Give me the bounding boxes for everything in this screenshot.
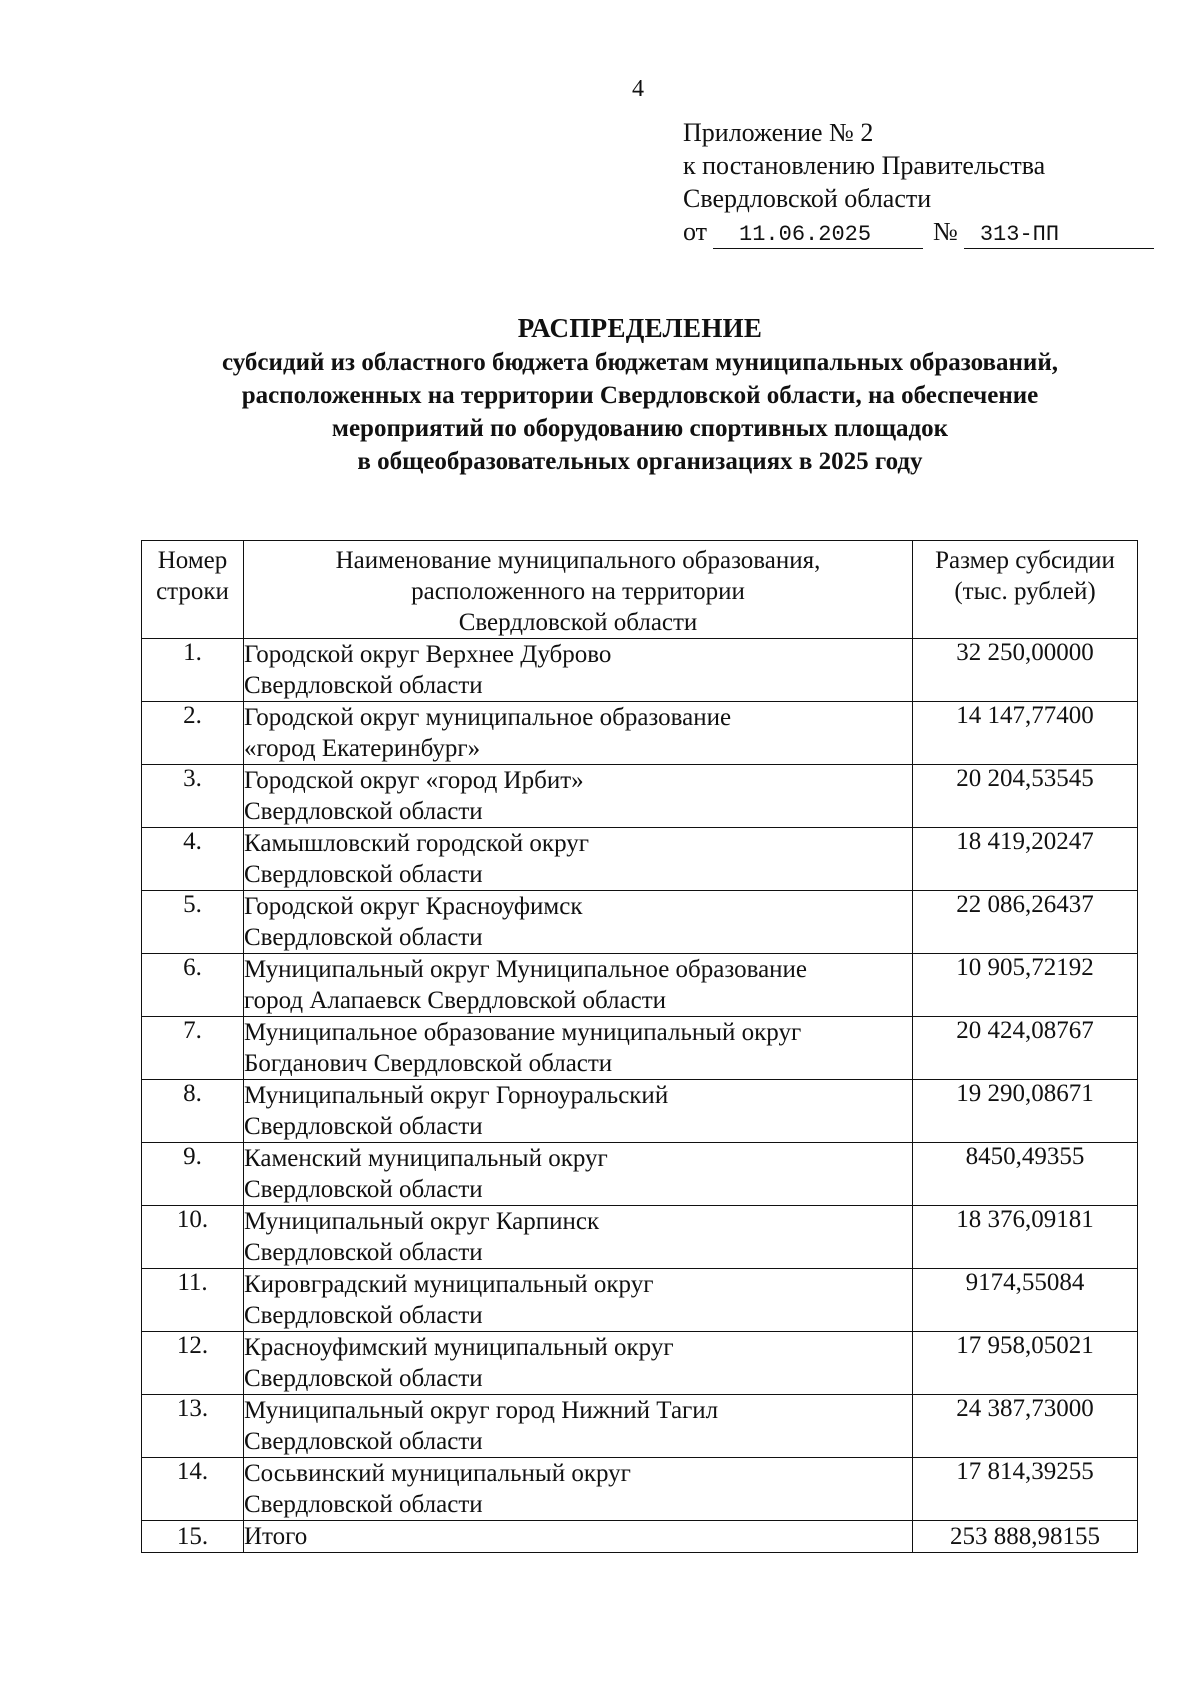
row-number: 3. xyxy=(142,765,244,828)
name-line: Красноуфимский муниципальный округ xyxy=(244,1334,674,1361)
municipality-name xyxy=(244,891,913,954)
header-subsidy-amount xyxy=(913,541,1138,639)
table-row xyxy=(142,765,1138,828)
subsidy-amount: 17 814,39255 xyxy=(913,1458,1138,1521)
name-line: Городской округ муниципальное образование xyxy=(244,704,732,731)
row-number: 6. xyxy=(142,954,244,1017)
number-prefix: № xyxy=(933,217,958,246)
page-number: 4 xyxy=(632,76,644,102)
name-line: Свердловской области xyxy=(244,1176,483,1203)
subsidy-amount: 8450,49355 xyxy=(913,1143,1138,1206)
name-line: Свердловской области xyxy=(244,1239,483,1266)
table-row xyxy=(142,702,1138,765)
name-line: Муниципальный округ Карпинск xyxy=(244,1208,600,1235)
name-line: Сосьвинский муниципальный округ xyxy=(244,1460,631,1487)
table-row xyxy=(142,828,1138,891)
table-row xyxy=(142,1269,1138,1332)
table-row xyxy=(142,1395,1138,1458)
title-line-2: расположенных на территории Свердловской области, на обеспечение xyxy=(241,382,1039,409)
subsidy-amount: 32 250,00000 xyxy=(913,639,1138,702)
table-row xyxy=(142,1458,1138,1521)
table-row xyxy=(142,891,1138,954)
table-row xyxy=(142,1143,1138,1206)
name-line: Камышловский городской округ xyxy=(244,830,589,857)
table-row xyxy=(142,1080,1138,1143)
appendix-line-2: к постановлению Правительства xyxy=(683,151,1046,180)
name-line: Кировградский муниципальный округ xyxy=(244,1271,654,1298)
subsidy-amount: 18 376,09181 xyxy=(913,1206,1138,1269)
row-number: 5. xyxy=(142,891,244,954)
header-name-line-2: расположенного на территории xyxy=(411,578,745,605)
row-number: 10. xyxy=(142,1206,244,1269)
municipality-name xyxy=(244,702,913,765)
appendix-line-3: Свердловской области xyxy=(683,184,932,213)
title-line-1: субсидий из областного бюджета бюджетам муниципальных образований, xyxy=(222,349,1058,376)
distribution-table xyxy=(141,540,1138,1553)
name-line: Каменский муниципальный округ xyxy=(244,1145,608,1172)
title-main: РАСПРЕДЕЛЕНИЕ xyxy=(517,313,763,343)
name-line: Городской округ Красноуфимск xyxy=(244,893,583,920)
municipality-name xyxy=(244,1269,913,1332)
name-line: Свердловской области xyxy=(244,1491,483,1518)
date-prefix: от xyxy=(683,217,708,246)
document-title xyxy=(0,310,1200,478)
subsidy-amount: 9174,55084 xyxy=(913,1269,1138,1332)
appendix-line-1: Приложение № 2 xyxy=(683,118,874,147)
row-number: 14. xyxy=(142,1458,244,1521)
name-line: Муниципальный округ Горноуральский xyxy=(244,1082,669,1109)
row-number: 4. xyxy=(142,828,244,891)
municipality-name xyxy=(244,954,913,1017)
municipality-name xyxy=(244,1458,913,1521)
header-municipality-name xyxy=(244,541,913,639)
municipality-name xyxy=(244,1332,913,1395)
subsidy-amount: 14 147,77400 xyxy=(913,702,1138,765)
table-header-row xyxy=(142,541,1138,639)
table-total-row xyxy=(142,1521,1138,1553)
appendix-date-line xyxy=(683,215,1154,249)
municipality-name xyxy=(244,1206,913,1269)
municipality-name xyxy=(244,1080,913,1143)
header-row-number xyxy=(142,541,244,639)
header-amount-line-2: (тыс. рублей) xyxy=(954,578,1096,605)
number-value: 313-ПП xyxy=(964,222,1154,249)
title-line-3: мероприятий по оборудованию спортивных площадок xyxy=(331,415,949,442)
header-amount-line-1: Размер субсидии xyxy=(935,547,1115,574)
total-row-number: 15. xyxy=(142,1521,244,1553)
row-number: 11. xyxy=(142,1269,244,1332)
name-line: Свердловской области xyxy=(244,1365,483,1392)
table-row xyxy=(142,1332,1138,1395)
row-number: 9. xyxy=(142,1143,244,1206)
table-row xyxy=(142,954,1138,1017)
municipality-name xyxy=(244,639,913,702)
name-line: Свердловской области xyxy=(244,861,483,888)
row-number: 13. xyxy=(142,1395,244,1458)
subsidy-amount: 24 387,73000 xyxy=(913,1395,1138,1458)
row-number: 1. xyxy=(142,639,244,702)
name-line: Муниципальное образование муниципальный округ xyxy=(244,1019,802,1046)
municipality-name xyxy=(244,1017,913,1080)
name-line: Городской округ Верхнее Дуброво xyxy=(244,641,612,668)
row-number: 8. xyxy=(142,1080,244,1143)
name-line: Свердловской области xyxy=(244,1113,483,1140)
name-line: Муниципальный округ город Нижний Тагил xyxy=(244,1397,719,1424)
name-line: Свердловской области xyxy=(244,672,483,699)
appendix-block xyxy=(683,116,1154,249)
municipality-name xyxy=(244,765,913,828)
name-line: Богданович Свердловской области xyxy=(244,1050,613,1077)
municipality-name xyxy=(244,1395,913,1458)
name-line: Свердловской области xyxy=(244,924,483,951)
header-name-line-1: Наименование муниципального образования, xyxy=(335,547,821,574)
title-line-4: в общеобразовательных организациях в 2025 году xyxy=(357,448,923,475)
municipality-name xyxy=(244,828,913,891)
name-line: город Алапаевск Свердловской области xyxy=(244,987,667,1014)
municipality-name xyxy=(244,1143,913,1206)
row-number: 2. xyxy=(142,702,244,765)
header-name-line-3: Свердловской области xyxy=(458,609,698,636)
name-line: «город Екатеринбург» xyxy=(244,735,481,762)
subsidy-amount: 20 204,53545 xyxy=(913,765,1138,828)
header-num-line-1: Номер xyxy=(157,547,228,574)
row-number: 7. xyxy=(142,1017,244,1080)
name-line: Муниципальный округ Муниципальное образование xyxy=(244,956,808,983)
total-amount: 253 888,98155 xyxy=(913,1521,1138,1553)
table-row xyxy=(142,1017,1138,1080)
subsidy-amount: 20 424,08767 xyxy=(913,1017,1138,1080)
table-row xyxy=(142,1206,1138,1269)
total-label: Итого xyxy=(244,1521,913,1553)
subsidy-amount: 17 958,05021 xyxy=(913,1332,1138,1395)
subsidy-amount: 22 086,26437 xyxy=(913,891,1138,954)
name-line: Городской округ «город Ирбит» xyxy=(244,767,584,794)
table-row xyxy=(142,639,1138,702)
row-number: 12. xyxy=(142,1332,244,1395)
header-num-line-2: строки xyxy=(156,578,229,605)
name-line: Свердловской области xyxy=(244,798,483,825)
name-line: Свердловской области xyxy=(244,1302,483,1329)
name-line: Свердловской области xyxy=(244,1428,483,1455)
subsidy-amount: 18 419,20247 xyxy=(913,828,1138,891)
subsidy-amount: 10 905,72192 xyxy=(913,954,1138,1017)
subsidy-amount: 19 290,08671 xyxy=(913,1080,1138,1143)
date-value: 11.06.2025 xyxy=(713,222,923,249)
